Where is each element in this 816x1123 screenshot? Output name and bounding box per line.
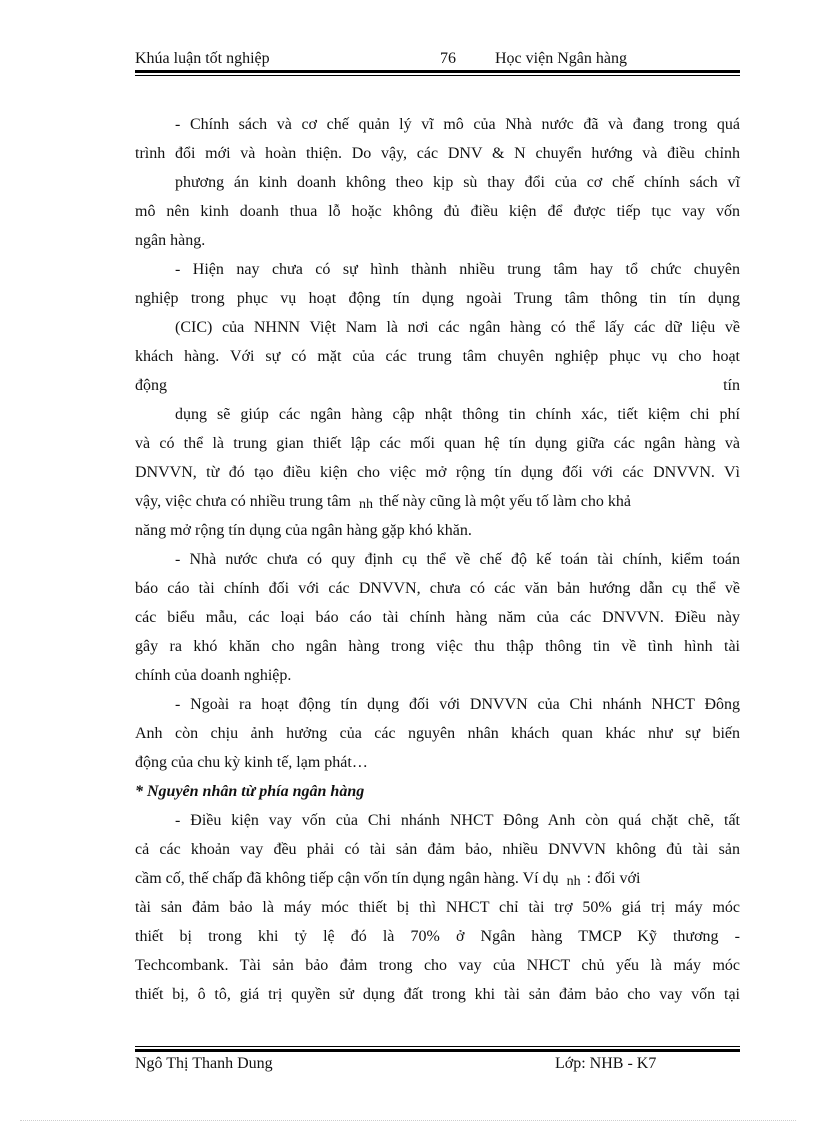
text-line: nghiệp trong phục vụ hoạt động tín dụng ngoài Trung tâm thông tin tín dụng xyxy=(135,290,740,307)
header-title: Khúa luận tốt nghiệp xyxy=(135,50,270,67)
paragraph-external-factors xyxy=(135,690,740,777)
text-line: mô nên kinh doanh thua lỗ hoặc không đủ điều kiện để được tiếp tục vay vốn xyxy=(135,203,740,220)
header-rule-thin xyxy=(135,75,740,76)
text-line: thiết bị trong khi tỷ lệ đó là 70% ở Ngân hàng TMCP Kỹ thương - xyxy=(135,928,740,945)
class-label: Lớp: NHB - K7 xyxy=(555,1055,657,1072)
page-header xyxy=(135,50,740,72)
document-body xyxy=(135,110,740,1009)
text-line: dụng sẽ giúp các ngân hàng cập nhật thông tin chính xác, tiết kiệm chi phí xyxy=(175,406,740,423)
text-line: ngân hàng. xyxy=(135,232,206,249)
text-line: năng mở rộng tín dụng của ngân hàng gặp khó khăn. xyxy=(135,522,472,539)
text-line: và có thể là trung gian thiết lập các mối quan hệ tín dụng giữa các ngân hàng và xyxy=(135,435,740,452)
page-edge-dots xyxy=(20,1120,796,1121)
paragraph-credit-centers xyxy=(135,255,740,545)
stray-fragment: nh xyxy=(566,874,581,889)
text-line: - Hiện nay chưa có sự hình thành nhiều trung tâm hay tổ chức chuyên xyxy=(175,261,740,278)
text-line-split xyxy=(135,371,740,400)
text-fragment: thế này cũng là một yếu tố làm cho khả xyxy=(379,493,631,510)
text-fragment: : đối với xyxy=(586,870,641,887)
text-line: gây ra khó khăn cho ngân hàng trong việc thu thập thông tin về tình hình tài xyxy=(135,638,740,655)
page-number: 76 xyxy=(440,50,456,67)
section-heading: * Nguyên nhân từ phía ngân hàng xyxy=(135,783,365,800)
text-line: phương án kinh doanh không theo kịp sù thay đổi của cơ chế chính sách vĩ xyxy=(175,174,740,191)
text-line: - Chính sách và cơ chế quản lý vĩ mô của Nhà nước đã và đang trong quá xyxy=(175,116,740,133)
text-line: Anh còn chịu ảnh hưởng của các nguyên nhân khách quan khác như sự biến xyxy=(135,725,740,742)
text-fragment: vậy, việc chưa có nhiều trung tâm xyxy=(135,493,351,510)
text-line: - Nhà nước chưa có quy định cụ thể về chế độ kế toán tài chính, kiểm toán xyxy=(175,551,740,568)
text-line: các biểu mẫu, các loại báo cáo tài chính hàng năm của các DNVVN. Điều này xyxy=(135,609,740,626)
text-line: động của chu kỳ kinh tế, lạm phát… xyxy=(135,754,368,771)
header-institution: Học viện Ngân hàng xyxy=(495,50,627,67)
footer-rule-thin xyxy=(135,1046,740,1047)
text-fragment: cầm cố, thế chấp đã không tiếp cận vốn tín dụng ngân hàng. Ví dụ xyxy=(135,870,559,887)
text-line xyxy=(135,487,740,516)
footer-rule-thick xyxy=(135,1049,740,1052)
header-rule-thick xyxy=(135,70,740,73)
author-name: Ngô Thị Thanh Dung xyxy=(135,1055,273,1072)
text-line: - Điều kiện vay vốn của Chi nhánh NHCT Đông Anh còn quá chặt chẽ, tất xyxy=(175,812,740,829)
text-line: trình đổi mới và hoàn thiện. Do vậy, các DNV & N chuyển hướng và điều chỉnh xyxy=(135,145,740,162)
text-word: động xyxy=(135,377,167,394)
paragraph-loan-conditions xyxy=(135,806,740,1009)
text-line: cả các khoản vay đều phải có tài sản đảm bảo, nhiều DNVVN không đủ tài sản xyxy=(135,841,740,858)
text-line: DNVVN, từ đó tạo điều kiện cho việc mở rộng tín dụng đối với các DNVVN. Vì xyxy=(135,464,740,481)
text-line: chính của doanh nghiệp. xyxy=(135,667,292,684)
text-line: - Ngoài ra hoạt động tín dụng đối với DNVVN của Chi nhánh NHCT Đông xyxy=(175,696,740,713)
text-line: Techcombank. Tài sản bảo đảm trong cho vay của NHCT chủ yếu là máy móc xyxy=(135,957,740,974)
text-line: báo cáo tài chính đối với các DNVVN, chưa có các văn bản hướng dẫn cụ thể về xyxy=(135,580,740,597)
text-line: khách hàng. Với sự có mặt của các trung tâm chuyên nghiệp phục vụ cho hoạt xyxy=(135,348,740,365)
text-line xyxy=(135,864,740,893)
text-word: tín xyxy=(723,377,740,394)
text-line: (CIC) của NHNN Việt Nam là nơi các ngân hàng có thể lấy các dữ liệu về xyxy=(175,319,740,336)
text-line: thiết bị, ô tô, giá trị quyền sử dụng đất trong khi tài sản đảm bảo cho vay vốn tại xyxy=(135,986,740,1003)
paragraph-macro-policy xyxy=(135,110,740,255)
text-line: tài sản đảm bảo là máy móc thiết bị thì NHCT chỉ tài trợ 50% giá trị máy móc xyxy=(135,899,740,916)
paragraph-accounting-rules xyxy=(135,545,740,690)
stray-fragment: nh xyxy=(359,497,373,512)
page-footer xyxy=(135,1055,740,1077)
